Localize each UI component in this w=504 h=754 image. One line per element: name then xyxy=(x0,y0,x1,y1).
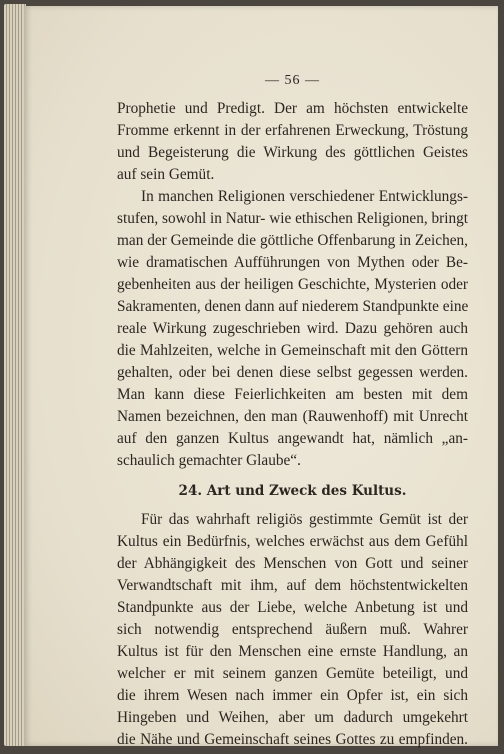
text-line: Namen bezeichnen, den man (Rauwenhoff) mit Unrecht xyxy=(117,408,468,425)
text-line: man der Gemeinde die göttliche Offenbarung in Zeichen, xyxy=(117,232,468,249)
page-number: — 56 — xyxy=(265,73,320,88)
text-line: Verwandtschaft mit ihm, auf dem höchstentwickelten xyxy=(117,577,468,594)
text-line: gehalten, oder bei denen diese selbst gegessen werden. xyxy=(117,364,468,381)
text-line: stufen, sowohl in Natur- wie ethischen Religionen, bringt xyxy=(117,210,469,227)
section-heading: 24. Art und Zweck des Kultus. xyxy=(178,483,407,499)
text-line: Kultus ist für den Menschen eine ernste Handlung, an xyxy=(117,643,468,660)
text-line: wie dramatischen Aufführungen von Mythen oder Be- xyxy=(117,254,468,271)
text-line: Kultus ein Bedürfnis, welches erwächst aus dem Gefühl xyxy=(117,533,468,550)
text-line: Fromme erkennt in der erfahrenen Erweckung, Tröstung xyxy=(117,122,468,139)
text-line: welcher er mit seinem ganzen Gemüte beteiligt, und xyxy=(117,665,468,682)
book-page xyxy=(24,6,498,746)
page-edges xyxy=(4,4,26,746)
text-line: der Abhängigkeit des Menschen von Gott und seiner xyxy=(117,555,468,572)
text-line: reale Wirkung zugeschrieben wird. Dazu gehören auch xyxy=(117,320,468,337)
text-line: und Begeisterung die Wirkung des göttlichen Geistes xyxy=(117,144,468,161)
text-line: auf sein Gemüt. xyxy=(117,166,215,183)
text-line: Für das wahrhaft religiös gestimmte Gemüt ist der xyxy=(141,511,468,528)
text-line: gebenheiten aus der heiligen Geschichte, Mysterien oder xyxy=(117,276,468,293)
text-line: Sakramenten, denen dann auf niederem Standpunkte eine xyxy=(117,298,469,315)
text-line: die ihrem Wesen nach immer ein Opfer ist, ein sich xyxy=(117,687,468,704)
text-line: schaulich gemachter Glaube“. xyxy=(117,452,301,469)
text-line: Hingeben und Weihen, aber um dadurch umgekehrt xyxy=(117,709,468,726)
text-line: sich notwendig entsprechend äußern muß. Wahrer xyxy=(117,621,468,638)
text-line: Standpunkte aus der Liebe, welche Anbetung ist und xyxy=(117,599,468,616)
text-line: die Nähe und Gemeinschaft seines Gottes zu empfinden. xyxy=(117,731,468,748)
text-line: die Mahlzeiten, welche in Gemeinschaft mit den Göttern xyxy=(117,342,468,359)
text-line: In manchen Religionen verschiedener Entwicklungs- xyxy=(141,188,468,205)
text-line: Man kann diese Feierlichkeiten am besten mit dem xyxy=(117,386,468,403)
text-line: auf den ganzen Kultus angewandt hat, nämlich „an- xyxy=(117,430,468,447)
text-line: Prophetie und Predigt. Der am höchsten entwickelte xyxy=(117,100,468,117)
